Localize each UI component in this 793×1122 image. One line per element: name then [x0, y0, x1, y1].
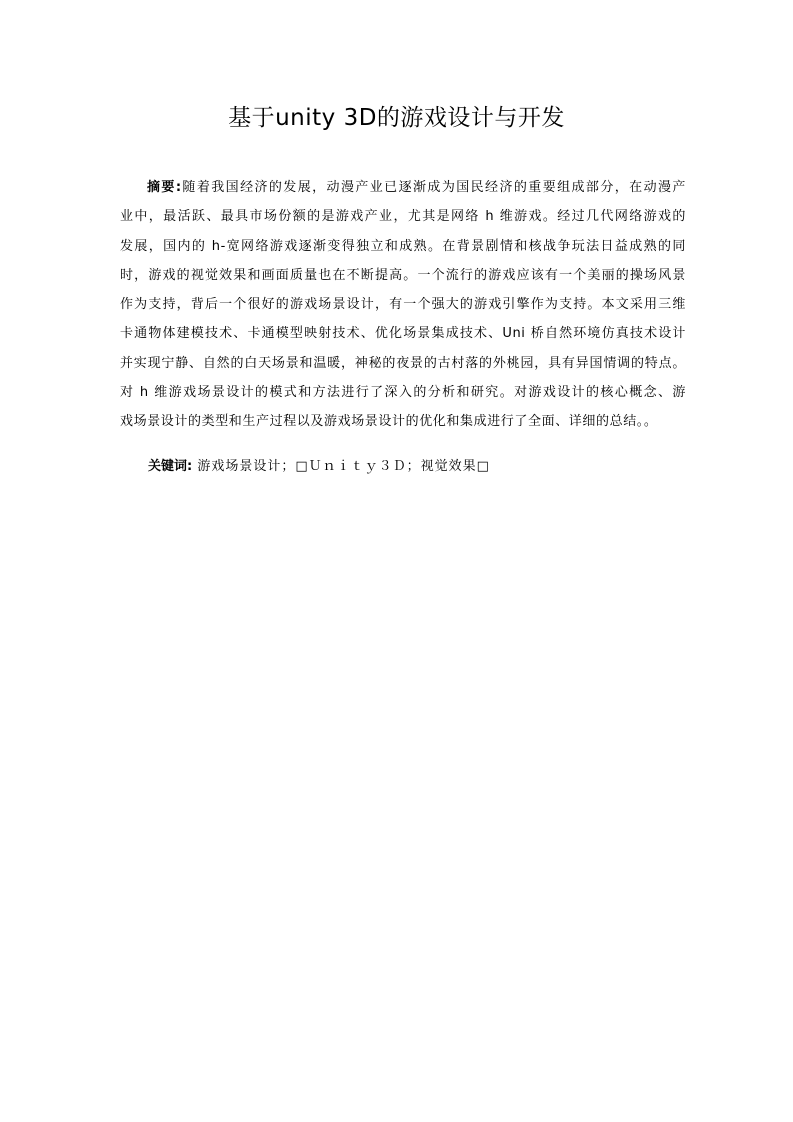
abstract-line: 卡通物体建模技术、卡通模型映射技术、优化场景集成技术、Uni 桥自然环境仿真技术设计 [120, 326, 686, 342]
abstract-line: 并实现宁静、自然的白天场景和温暖，神秘的夜景的古村落的外桃园，具有异国情调的特点。 [120, 355, 686, 371]
abstract-line: 发展，国内的 h-宽网络游戏逐渐变得独立和成熟。在背景剧情和核战争玩法日益成熟的同 [120, 238, 686, 254]
abstract-line: 戏场景设计的类型和生产过程以及游戏场景设计的优化和集成进行了全面、详细的总结。。 [120, 414, 658, 430]
abstract-line-text: 随着我国经济的发展，动漫产业已逐渐成为国民经济的重要组成部分，在动漫产 [181, 180, 686, 195]
abstract-line: 时，游戏的视觉效果和画面质量也在不断提高。一个流行的游戏应该有一个美丽的操场风景 [120, 267, 686, 283]
abstract-line: 对 h 维游戏场景设计的模式和方法进行了深入的分析和研究。对游戏设计的核心概念、游 [120, 385, 686, 401]
abstract-line: 作为支持，背后一个很好的游戏场景设计，有一个强大的游戏引擎作为支持。本文采用三维 [120, 297, 686, 313]
keywords-value: 游戏场景设计；□Ｕｎｉｔｙ３Ｄ；视觉效果□ [192, 459, 490, 474]
keywords-line [148, 452, 490, 481]
abstract-label: 摘要: [147, 180, 182, 195]
page-title: 基于unity 3D的游戏设计与开发 [228, 105, 565, 131]
keywords-label: 关键词: [148, 459, 193, 474]
abstract-block [120, 173, 686, 437]
abstract-line [120, 173, 686, 202]
abstract-line: 业中，最活跃、最具市场份额的是游戏产业，尤其是网络 h 维游戏。经过几代网络游戏的 [120, 209, 686, 225]
